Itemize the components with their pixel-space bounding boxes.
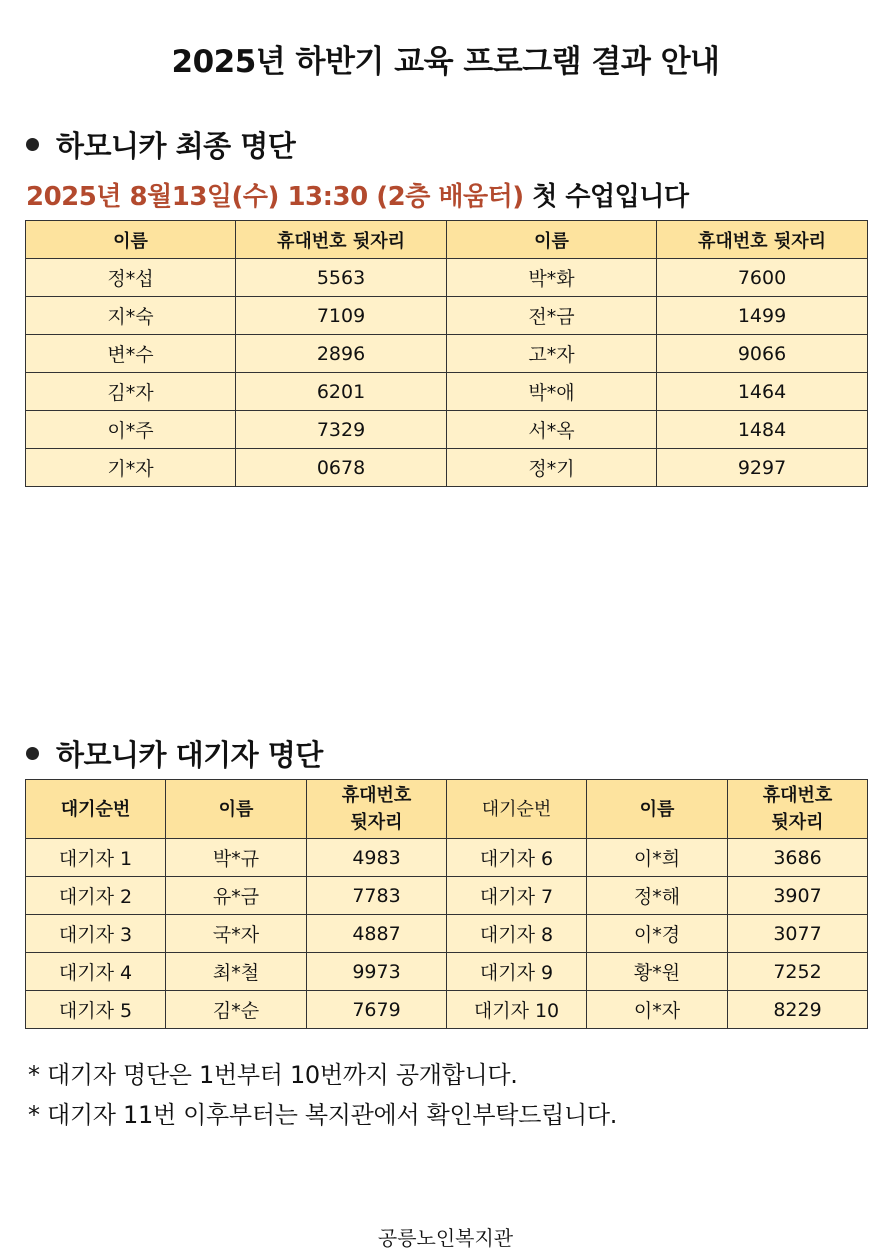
phone-cell: 0678 — [236, 449, 447, 487]
phone-cell: 7600 — [657, 259, 868, 297]
name-cell: 전*금 — [447, 297, 657, 335]
table-row — [26, 449, 868, 487]
order-cell: 대기자 6 — [447, 839, 587, 877]
column-header-order: 대기순번 — [447, 780, 587, 839]
phone-cell: 3686 — [728, 839, 868, 877]
table-row — [26, 839, 868, 877]
name-cell: 황*원 — [587, 953, 728, 991]
order-cell: 대기자 8 — [447, 915, 587, 953]
column-header-name: 이름 — [26, 221, 236, 259]
phone-cell: 2896 — [236, 335, 447, 373]
name-cell: 이*희 — [587, 839, 728, 877]
document-title: 2025년 하반기 교육 프로그램 결과 안내 — [171, 44, 720, 80]
table-row — [26, 297, 868, 335]
footnote-waitlist-inquiry: * 대기자 11번 이후부터는 복지관에서 확인부탁드립니다. — [28, 1101, 618, 1129]
waitlist-heading — [26, 733, 323, 774]
column-header-phone: 휴대번호 뒷자리 — [657, 221, 868, 259]
name-cell: 고*자 — [447, 335, 657, 373]
phone-cell: 8229 — [728, 991, 868, 1029]
name-cell: 기*자 — [26, 449, 236, 487]
column-header-order: 대기순번 — [26, 780, 166, 839]
table-row — [26, 259, 868, 297]
table-row — [26, 991, 868, 1029]
name-cell: 이*주 — [26, 411, 236, 449]
final-list-table — [25, 220, 868, 487]
phone-cell: 3077 — [728, 915, 868, 953]
name-cell: 박*애 — [447, 373, 657, 411]
bullet-icon — [26, 747, 39, 760]
name-cell: 변*수 — [26, 335, 236, 373]
order-cell: 대기자 4 — [26, 953, 166, 991]
phone-cell: 7109 — [236, 297, 447, 335]
column-header-phone-line1: 휴대번호 — [341, 785, 412, 806]
first-class-datetime: 2025년 8월13일(수) 13:30 (2층 배움터) — [26, 182, 524, 212]
phone-cell: 3907 — [728, 877, 868, 915]
name-cell: 김*순 — [166, 991, 307, 1029]
column-header-phone-line2: 뒷자리 — [350, 812, 403, 833]
name-cell: 유*금 — [166, 877, 307, 915]
name-cell: 정*해 — [587, 877, 728, 915]
footnote-waitlist-range: * 대기자 명단은 1번부터 10번까지 공개합니다. — [28, 1061, 518, 1089]
order-cell: 대기자 7 — [447, 877, 587, 915]
name-cell: 이*자 — [587, 991, 728, 1029]
phone-cell: 7252 — [728, 953, 868, 991]
phone-cell: 4983 — [307, 839, 447, 877]
phone-cell: 1484 — [657, 411, 868, 449]
column-header-phone — [728, 780, 868, 839]
table-row — [26, 877, 868, 915]
column-header-phone-line2: 뒷자리 — [771, 812, 824, 833]
phone-cell: 7679 — [307, 991, 447, 1029]
table-header-row — [26, 221, 868, 259]
column-header-name: 이름 — [587, 780, 728, 839]
phone-cell: 9066 — [657, 335, 868, 373]
order-cell: 대기자 2 — [26, 877, 166, 915]
waitlist-table — [25, 779, 868, 1029]
phone-cell: 7329 — [236, 411, 447, 449]
order-cell: 대기자 10 — [447, 991, 587, 1029]
name-cell: 최*철 — [166, 953, 307, 991]
name-cell: 이*경 — [587, 915, 728, 953]
organization-name: 공릉노인복지관 — [377, 1226, 514, 1250]
waitlist-heading-text: 하모니카 대기자 명단 — [56, 738, 323, 772]
first-class-notice-text: 첫 수업입니다 — [523, 182, 689, 212]
column-header-phone: 휴대번호 뒷자리 — [236, 221, 447, 259]
final-list-heading-text: 하모니카 최종 명단 — [56, 129, 296, 163]
first-class-notice — [26, 176, 688, 213]
name-cell: 박*규 — [166, 839, 307, 877]
table-header-row — [26, 780, 868, 839]
phone-cell: 1464 — [657, 373, 868, 411]
bullet-icon — [26, 138, 39, 151]
name-cell: 김*자 — [26, 373, 236, 411]
table-row — [26, 335, 868, 373]
final-list-heading — [26, 124, 295, 165]
name-cell: 국*자 — [166, 915, 307, 953]
phone-cell: 9973 — [307, 953, 447, 991]
column-header-name: 이름 — [447, 221, 657, 259]
table-row — [26, 373, 868, 411]
phone-cell: 1499 — [657, 297, 868, 335]
order-cell: 대기자 3 — [26, 915, 166, 953]
phone-cell: 4887 — [307, 915, 447, 953]
phone-cell: 6201 — [236, 373, 447, 411]
column-header-phone — [307, 780, 447, 839]
column-header-name: 이름 — [166, 780, 307, 839]
table-row — [26, 411, 868, 449]
order-cell: 대기자 5 — [26, 991, 166, 1029]
name-cell: 정*섭 — [26, 259, 236, 297]
table-row — [26, 953, 868, 991]
column-header-phone-line1: 휴대번호 — [762, 785, 833, 806]
table-row — [26, 915, 868, 953]
phone-cell: 9297 — [657, 449, 868, 487]
phone-cell: 5563 — [236, 259, 447, 297]
order-cell: 대기자 9 — [447, 953, 587, 991]
phone-cell: 7783 — [307, 877, 447, 915]
order-cell: 대기자 1 — [26, 839, 166, 877]
name-cell: 지*숙 — [26, 297, 236, 335]
name-cell: 박*화 — [447, 259, 657, 297]
name-cell: 서*옥 — [447, 411, 657, 449]
name-cell: 정*기 — [447, 449, 657, 487]
